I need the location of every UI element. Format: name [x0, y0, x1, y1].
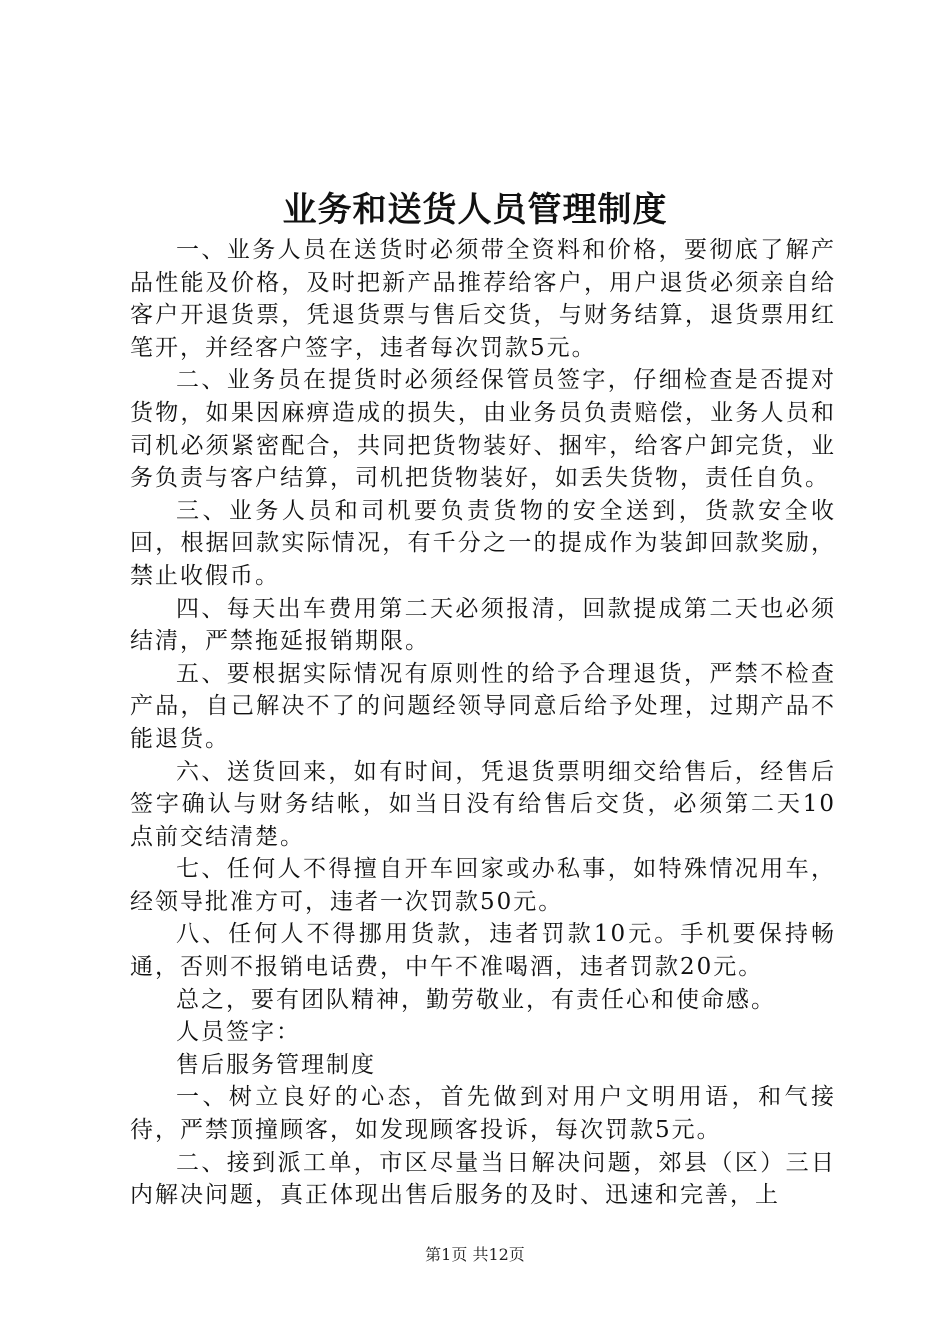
document-title: 业务和送货人员管理制度	[282, 190, 668, 230]
paragraph-2: 二、业务员在提货时必须经保管员签字，仔细检查是否提对货物，如果因麻痹造成的损失，由业务员负责赔偿，业务人员和司机必须紧密配合，共同把货物装好、捆牢，给客户卸完货，业务负责与客户结算，司机把货物装好，如丢失货物，责任自负。	[130, 367, 836, 492]
paragraph-1: 一、业务人员在送货时必须带全资料和价格，要彻底了解产品性能及价格，及时把新产品推荐给客户，用户退货必须亲自给客户开退货票，凭退货票与售后交货，与财务结算，退货票用红笔开，并经客户签字，违者每次罚款5元。	[130, 237, 836, 361]
paragraph-6: 六、送货回来，如有时间，凭退货票明细交给售后，经售后签字确认与财务结帐，如当日没有给售后交货，必须第二天10点前交结清楚。	[130, 758, 836, 850]
paragraph-5: 五、要根据实际情况有原则性的给予合理退货，严禁不检查产品，自己解决不了的问题经领导同意后给予处理，过期产品不能退货。	[130, 660, 836, 752]
paragraph-3: 三、业务人员和司机要负责货物的安全送到，货款安全收回，根据回款实际情况，有千分之一的提成作为装卸回款奖励，禁止收假币。	[130, 497, 836, 589]
document-body	[130, 234, 836, 1212]
section-heading: 售后服务管理制度	[176, 1051, 376, 1078]
summary-paragraph: 总之，要有团队精神，勤劳敬业，有责任心和使命感。	[176, 986, 776, 1013]
paragraph-4: 四、每天出车费用第二天必须报清，回款提成第二天也必须结清，严禁拖延报销期限。	[130, 595, 836, 655]
paragraph-after-sales-1: 一、树立良好的心态，首先做到对用户文明用语，和气接待，严禁顶撞顾客，如发现顾客投诉，每次罚款5元。	[130, 1084, 836, 1144]
page-number: 第1页 共12页	[425, 1245, 525, 1264]
signature-label: 人员签字：	[176, 1019, 301, 1046]
paragraph-after-sales-2: 二、接到派工单，市区尽量当日解决问题，郊县（区）三日内解决问题，真正体现出售后服务的及时、迅速和完善，上	[130, 1149, 836, 1209]
paragraph-8: 八、任何人不得挪用货款，违者罚款10元。手机要保持畅通，否则不报销电话费，中午不准喝酒，违者罚款20元。	[130, 921, 836, 981]
paragraph-7: 七、任何人不得擅自开车回家或办私事，如特殊情况用车，经领导批准方可，违者一次罚款50元。	[130, 856, 836, 915]
